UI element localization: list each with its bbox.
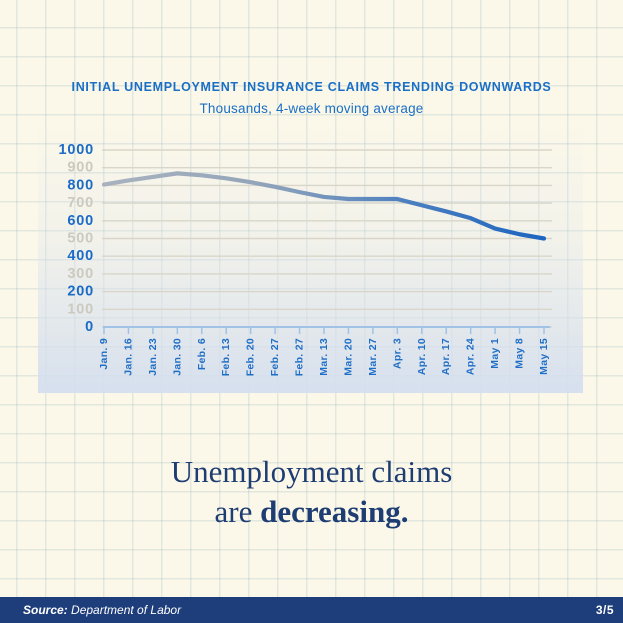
x-axis-label-17: May 8 (513, 338, 526, 369)
x-axis-label-16: May 1 (489, 338, 502, 369)
source-credit (23, 603, 181, 617)
x-axis-label-10: Mar. 20 (342, 338, 355, 376)
x-axis-label-14: Apr. 17 (440, 338, 453, 376)
x-axis-label-4: Feb. 6 (195, 338, 208, 371)
statement-line2-emphasis: decreasing. (260, 494, 409, 529)
chart-header (0, 80, 623, 116)
y-axis-label-400: 400 (67, 248, 94, 265)
x-axis-label-9: Mar. 13 (318, 338, 330, 376)
y-axis-label-0: 0 (85, 319, 94, 335)
y-axis-label-600: 600 (67, 212, 94, 229)
x-axis-label-2: Jan. 23 (146, 338, 159, 376)
y-axis-label-800: 800 (67, 177, 94, 194)
page-indicator: 3/5 (595, 603, 614, 617)
y-axis-label-900: 900 (67, 159, 94, 176)
x-axis-label-11: Mar. 27 (366, 338, 379, 376)
x-axis-label-6: Feb. 20 (244, 338, 257, 377)
y-axis-label-100: 100 (67, 301, 94, 318)
x-axis-label-7: Feb. 27 (269, 338, 282, 377)
y-axis-label-500: 500 (67, 230, 94, 247)
x-axis-label-1: Jan. 16 (122, 338, 135, 376)
x-axis-label-18: May 15 (538, 338, 550, 375)
y-axis-label-200: 200 (67, 283, 94, 300)
y-axis-label-300: 300 (67, 265, 94, 282)
statement-line1: Unemployment claims (170, 454, 453, 489)
line-chart (38, 127, 583, 393)
chart-title: INITIAL UNEMPLOYMENT INSURANCE CLAIMS TRENDING DOWNWARDS (71, 80, 552, 94)
x-axis-label-0: Jan. 9 (98, 338, 110, 370)
y-axis-label-700: 700 (67, 195, 94, 212)
statement-line2-prefix: are (214, 494, 261, 529)
key-statement (0, 452, 623, 532)
source-label: Source: (23, 603, 68, 617)
x-axis-label-8: Feb. 27 (293, 338, 306, 377)
chart-panel (38, 127, 583, 393)
x-axis-label-13: Apr. 10 (415, 338, 428, 376)
x-axis-label-5: Feb. 13 (220, 338, 233, 377)
source-value: Department of Labor (67, 603, 182, 617)
claims-trend-line (104, 173, 544, 238)
footer-bar (0, 597, 623, 623)
x-axis-label-3: Jan. 30 (171, 338, 184, 376)
chart-subtitle: Thousands, 4-week moving average (199, 101, 424, 116)
y-axis-label-1000: 1000 (58, 142, 94, 158)
x-axis-label-15: Apr. 24 (464, 338, 477, 376)
x-axis-label-12: Apr. 3 (391, 338, 404, 369)
